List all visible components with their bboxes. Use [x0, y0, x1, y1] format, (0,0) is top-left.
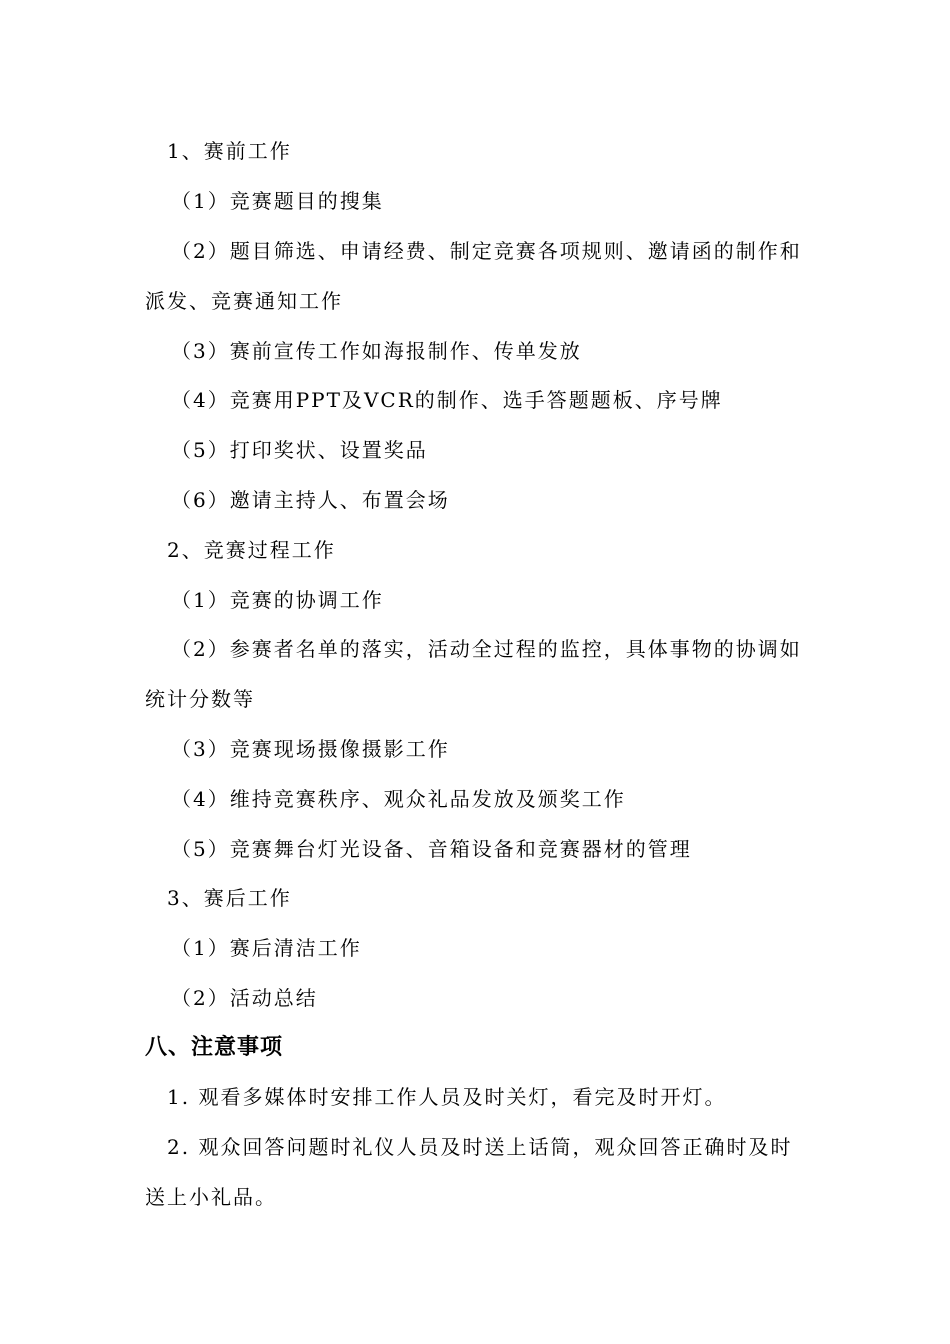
list-item: （2）活动总结: [171, 986, 318, 1010]
list-item: （6）邀请主持人、布置会场: [171, 488, 450, 512]
heading-notes: 八、注意事项: [145, 1035, 284, 1060]
list-item-continuation: 派发、竞赛通知工作: [145, 289, 343, 313]
list-item: （1）竞赛题目的搜集: [171, 189, 384, 213]
list-item: （1）竞赛的协调工作: [171, 588, 384, 612]
list-item: （5）竞赛舞台灯光设备、音箱设备和竞赛器材的管理: [171, 837, 692, 861]
list-item: （3）竞赛现场摄像摄影工作: [171, 737, 450, 761]
list-item: （1）赛后清洁工作: [171, 936, 362, 960]
note-item: 2. 观众回答问题时礼仪人员及时送上话筒，观众回答正确时及时: [167, 1135, 793, 1159]
list-item: （5）打印奖状、设置奖品: [171, 438, 428, 462]
list-item: （4）维持竞赛秩序、观众礼品发放及颁奖工作: [171, 787, 626, 811]
list-item-continuation: 统计分数等: [145, 687, 255, 711]
list-item: （4）竞赛用PPT及VCR的制作、选手答题题板、序号牌: [171, 388, 723, 412]
list-item: （2）题目筛选、申请经费、制定竞赛各项规则、邀请函的制作和: [171, 239, 802, 263]
section-title-post-match: 3、赛后工作: [167, 886, 292, 910]
note-item: 1. 观看多媒体时安排工作人员及时关灯，看完及时开灯。: [167, 1085, 727, 1109]
list-item: （3）赛前宣传工作如海报制作、传单发放: [171, 339, 582, 363]
section-title-during-match: 2、竞赛过程工作: [167, 538, 336, 562]
note-item-continuation: 送上小礼品。: [145, 1185, 277, 1209]
list-item: （2）参赛者名单的落实，活动全过程的监控，具体事物的协调如: [171, 637, 802, 661]
section-title-pre-match: 1、赛前工作: [167, 139, 292, 163]
